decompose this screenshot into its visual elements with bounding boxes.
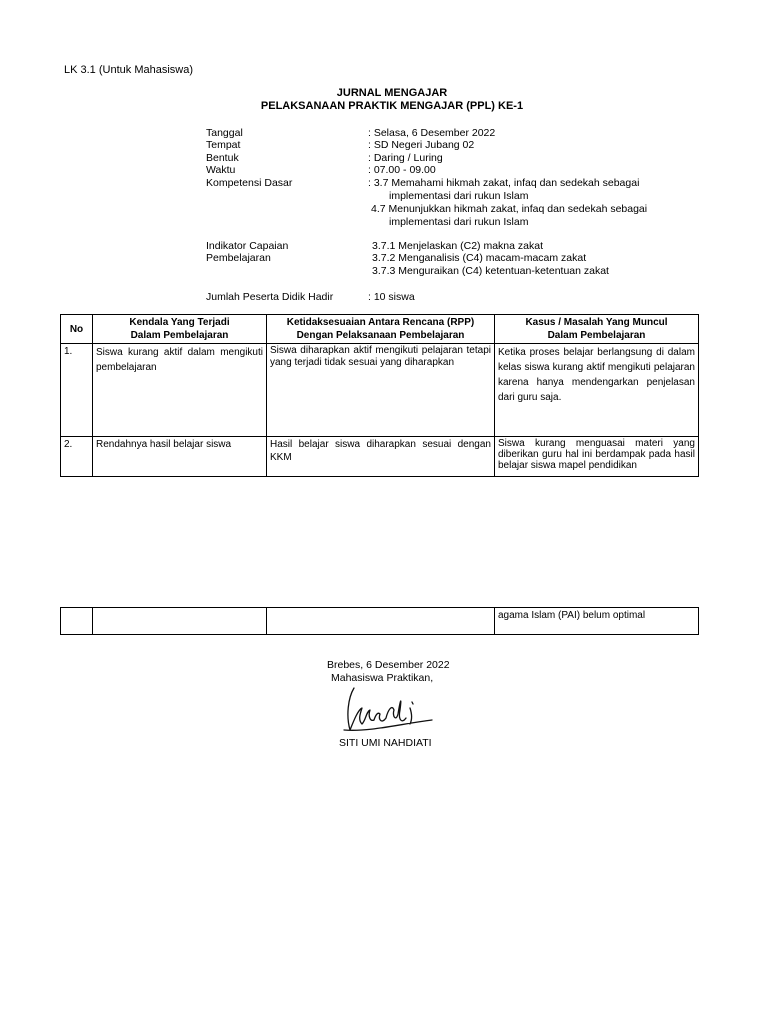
document-subtitle: PELAKSANAAN PRAKTIK MENGAJAR (PPL) KE-1 xyxy=(260,100,524,112)
handwritten-signature xyxy=(340,680,440,738)
row-2-kendala: Rendahnya hasil belajar siswa xyxy=(93,437,267,477)
waktu-value: : 07.00 - 09.00 xyxy=(368,164,436,176)
table-row xyxy=(61,437,699,477)
jumlah-peserta-label: Jumlah Peserta Didik Hadir xyxy=(206,291,334,303)
tanggal-value: : Selasa, 6 Desember 2022 xyxy=(368,127,496,139)
journal-table-continuation xyxy=(60,607,699,635)
worksheet-label: LK 3.1 (Untuk Mahasiswa) xyxy=(64,64,193,76)
table-row xyxy=(61,344,699,437)
kompetensi-dasar-2: 4.7 Menunjukkan hikmah zakat, infaq dan sedekah sebagai xyxy=(371,203,648,215)
table-header-row xyxy=(61,315,699,344)
row-2-no: 2. xyxy=(61,437,93,477)
table-row xyxy=(61,608,699,635)
kompetensi-dasar-label: Kompetensi Dasar xyxy=(206,177,293,189)
continuation-no xyxy=(61,608,93,635)
header-no: No xyxy=(61,315,93,344)
row-1-kendala: Siswa kurang aktif dalam mengikuti pembelajaran xyxy=(93,344,267,437)
jumlah-peserta-value: : 10 siswa xyxy=(368,291,415,303)
signature-name: SITI UMI NAHDIATI xyxy=(339,737,432,749)
row-1-ketidaksesuaian: Siswa diharapkan aktif mengikuti pelajaran tetapi yang terjadi tidak sesuai yang diharapkan xyxy=(267,344,495,437)
kompetensi-dasar-1: : 3.7 Memahami hikmah zakat, infaq dan sedekah sebagai xyxy=(368,177,640,189)
indikator-item-3: 3.7.3 Menguraikan (C4) ketentuan-ketentuan zakat xyxy=(372,265,609,277)
signature-role: Mahasiswa Praktikan, xyxy=(331,672,434,684)
row-1-kasus: Ketika proses belajar berlangsung di dalam kelas siswa kurang aktif mengikuti pelajaran karena hanya mendengarkan penjelasan dari guru saja. xyxy=(495,344,699,437)
continuation-kasus: agama Islam (PAI) belum optimal xyxy=(495,608,699,635)
header-ketidaksesuaian-line1: Ketidaksesuaian Antara Rencana (RPP) xyxy=(286,317,475,328)
header-kasus xyxy=(495,315,699,344)
indikator-item-1: 3.7.1 Menjelaskan (C2) makna zakat xyxy=(372,240,543,252)
tempat-label: Tempat xyxy=(206,139,241,151)
row-2-kasus: Siswa kurang menguasai materi yang diberikan guru hal ini berdampak pada hasil belajar siswa mapel pendidikan xyxy=(495,437,699,477)
kompetensi-dasar-2-cont: implementasi dari rukun Islam xyxy=(389,216,529,228)
continuation-ketidaksesuaian xyxy=(267,608,495,635)
header-kendala-line2: Dalam Pembelajaran xyxy=(130,330,229,341)
tempat-value: : SD Negeri Jubang 02 xyxy=(368,139,475,151)
indikator-label-line1: Indikator Capaian xyxy=(206,240,289,252)
header-kendala xyxy=(93,315,267,344)
continuation-kendala xyxy=(93,608,267,635)
tanggal-label: Tanggal xyxy=(206,127,243,139)
bentuk-label: Bentuk xyxy=(206,152,239,164)
header-ketidaksesuaian-line2: Dengan Pelaksanaan Pembelajaran xyxy=(296,330,465,341)
row-2-ketidaksesuaian: Hasil belajar siswa diharapkan sesuai dengan KKM xyxy=(267,437,495,477)
header-kasus-line2: Dalam Pembelajaran xyxy=(547,330,646,341)
indikator-item-2: 3.7.2 Menganalisis (C4) macam-macam zakat xyxy=(372,252,587,264)
journal-table xyxy=(60,314,699,477)
header-kasus-line1: Kasus / Masalah Yang Muncul xyxy=(525,317,668,328)
header-ketidaksesuaian xyxy=(267,315,495,344)
indikator-label-line2: Pembelajaran xyxy=(206,252,271,264)
bentuk-value: : Daring / Luring xyxy=(368,152,443,164)
row-1-no: 1. xyxy=(61,344,93,437)
header-kendala-line1: Kendala Yang Terjadi xyxy=(129,317,230,328)
signature-place-date: Brebes, 6 Desember 2022 xyxy=(327,659,450,671)
waktu-label: Waktu xyxy=(206,164,236,176)
kompetensi-dasar-1-cont: implementasi dari rukun Islam xyxy=(389,190,529,202)
document-title: JURNAL MENGAJAR xyxy=(336,87,448,99)
